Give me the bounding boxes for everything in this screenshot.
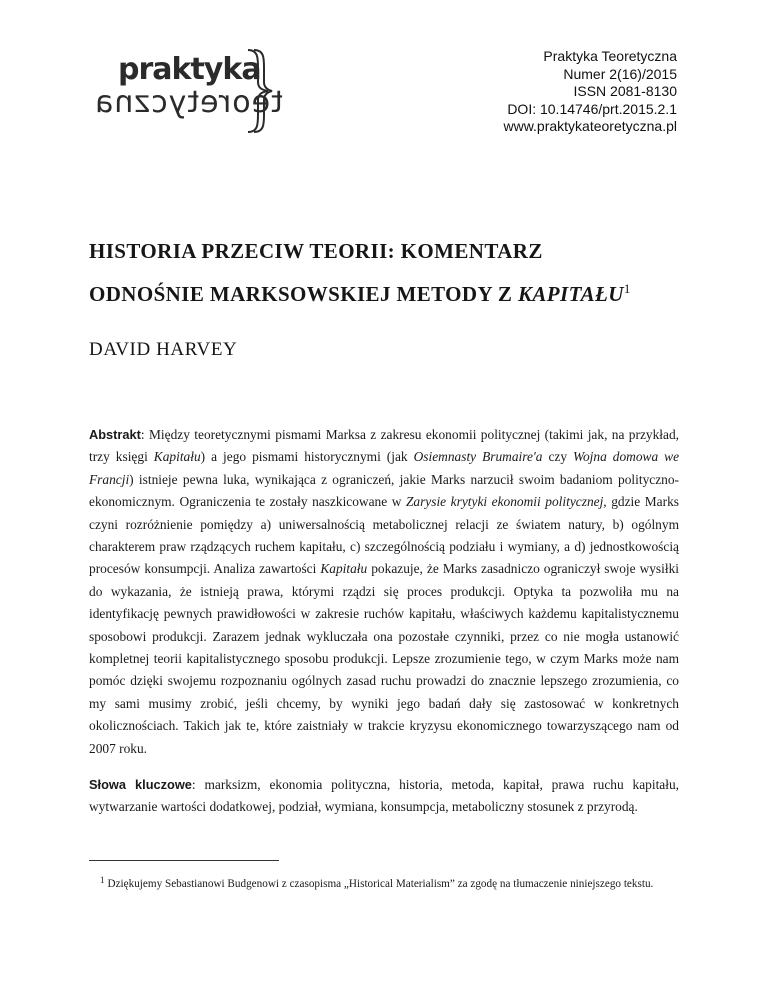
abstract-text-6: pokazuje, że Marks zasadniczo ograniczył swoje wysiłki do wykazania, że istnieją prawa, którymi rządzi się proces produkcji. Optyka ta pozwoliła mu na identyfikację pewnych prawidłowości w zakresie ruchów kapitału, właściwych każdemu kapitalistycznemu sposobowi produkcji. Zarazem jednak wykluczała ona pozostałe czynniki, przez co nie mogła ustanowić kompletnej teorii kapitalistycznego sposobu produkcji. Lepsze zrozumienie tego, w czym Marks może nam pomóc dzięki swojemu rozpoznaniu ogólnych zasad ruchu prowadzi do znacznie lepszego zrozumienia, co my sami musimy zrobić, jeśli chcemy, by wyniki jego badań dały się zastosować w konkretnych okolicznościach. Takich jak te, które zaistniały w trakcie kryzysu ekonomicznego towarzyszącego nam od 2007 roku. [89, 561, 679, 756]
logo-wordmark-bottom-mirrored: teoretyczna [94, 85, 283, 120]
keywords-text: : marksizm, ekonomia polityczna, historia, metoda, kapitał, prawa ruchu kapitału, wytwarzanie wartości dodatkowej, podział, wymiana, konsumpcja, metaboliczny stosunek z przyrodą. [89, 777, 679, 815]
journal-issue: Numer 2(16)/2015 [563, 65, 677, 82]
abstract-italic-3: Wojna domowa we Francji [89, 449, 680, 487]
title-footnote-marker: 1 [623, 281, 631, 296]
abstract-italic-2: Osiemnasty Brumaire'a [413, 449, 543, 465]
abstract-label: Abstrakt [89, 427, 141, 442]
keywords-label: Słowa kluczowe [89, 777, 192, 792]
abstract-text-4: ) istnieje pewna luka, wynikająca z ograniczeń, jakie Marks narzucił swoim badaniom polityczno-ekonomicznym. Ograniczenia te zostały naszkicowane w [89, 471, 679, 510]
abstract-text-5: gdzie Marks czyni rozróżnienie pomiędzy a) uniwersalnością metabolicznej relacji ze światem natury, b) ogólnym charakterem praw rządzących ruchem kapitału, c) szczególnością podziału i wymiany, a d) jednostkowością procesów konsumpcji. Analiza zawartości [89, 494, 679, 577]
abstract-text-2: ) a jego pismami historycznymi (jak [200, 449, 414, 465]
footnote-divider [89, 860, 279, 861]
abstract-italic-4: Zarysie krytyki ekonomii politycznej, [405, 494, 607, 510]
journal-logo [86, 46, 283, 136]
title-line-2 [89, 270, 689, 313]
footnote-text: Dziękujemy Sebastianowi Budgenowi z czasopisma „Historical Materialism” za zgodę na tłumaczenie niniejszego tekstu. [107, 878, 654, 890]
footnote [78, 872, 678, 893]
abstract-text-3: czy [542, 449, 574, 465]
logo-wordmark-top: praktyka [118, 52, 261, 87]
abstract-text-1: : Między teoretycznymi pismami Marksa z zakresu ekonomii politycznej (takimi jak, na przykład, trzy księgi [89, 427, 679, 465]
footnote-marker: 1 [100, 875, 105, 885]
keywords-paragraph [89, 774, 679, 819]
article-author: DAVID HARVEY [89, 339, 238, 360]
title-line-1: HISTORIA PRZECIW TEORII: KOMENTARZ [89, 239, 543, 263]
journal-metadata [503, 48, 677, 136]
abstract-paragraph [89, 424, 679, 760]
title-italic-kapitalu: KAPITAŁU [517, 282, 624, 306]
journal-doi: DOI: 10.14746/prt.2015.2.1 [507, 100, 677, 117]
journal-url: www.praktykateoretyczna.pl [503, 118, 677, 134]
journal-name: Praktyka Teoretyczna [543, 48, 677, 64]
abstract-italic-1: Kapitału [153, 449, 201, 465]
logo-brace-icon [244, 48, 274, 134]
title-line-2-text: ODNOŚNIE MARKSOWSKIEJ METODY Z [89, 282, 518, 306]
journal-issn: ISSN 2081-8130 [573, 83, 677, 99]
abstract-italic-5: Kapitału [320, 561, 368, 577]
article-title [89, 232, 689, 313]
